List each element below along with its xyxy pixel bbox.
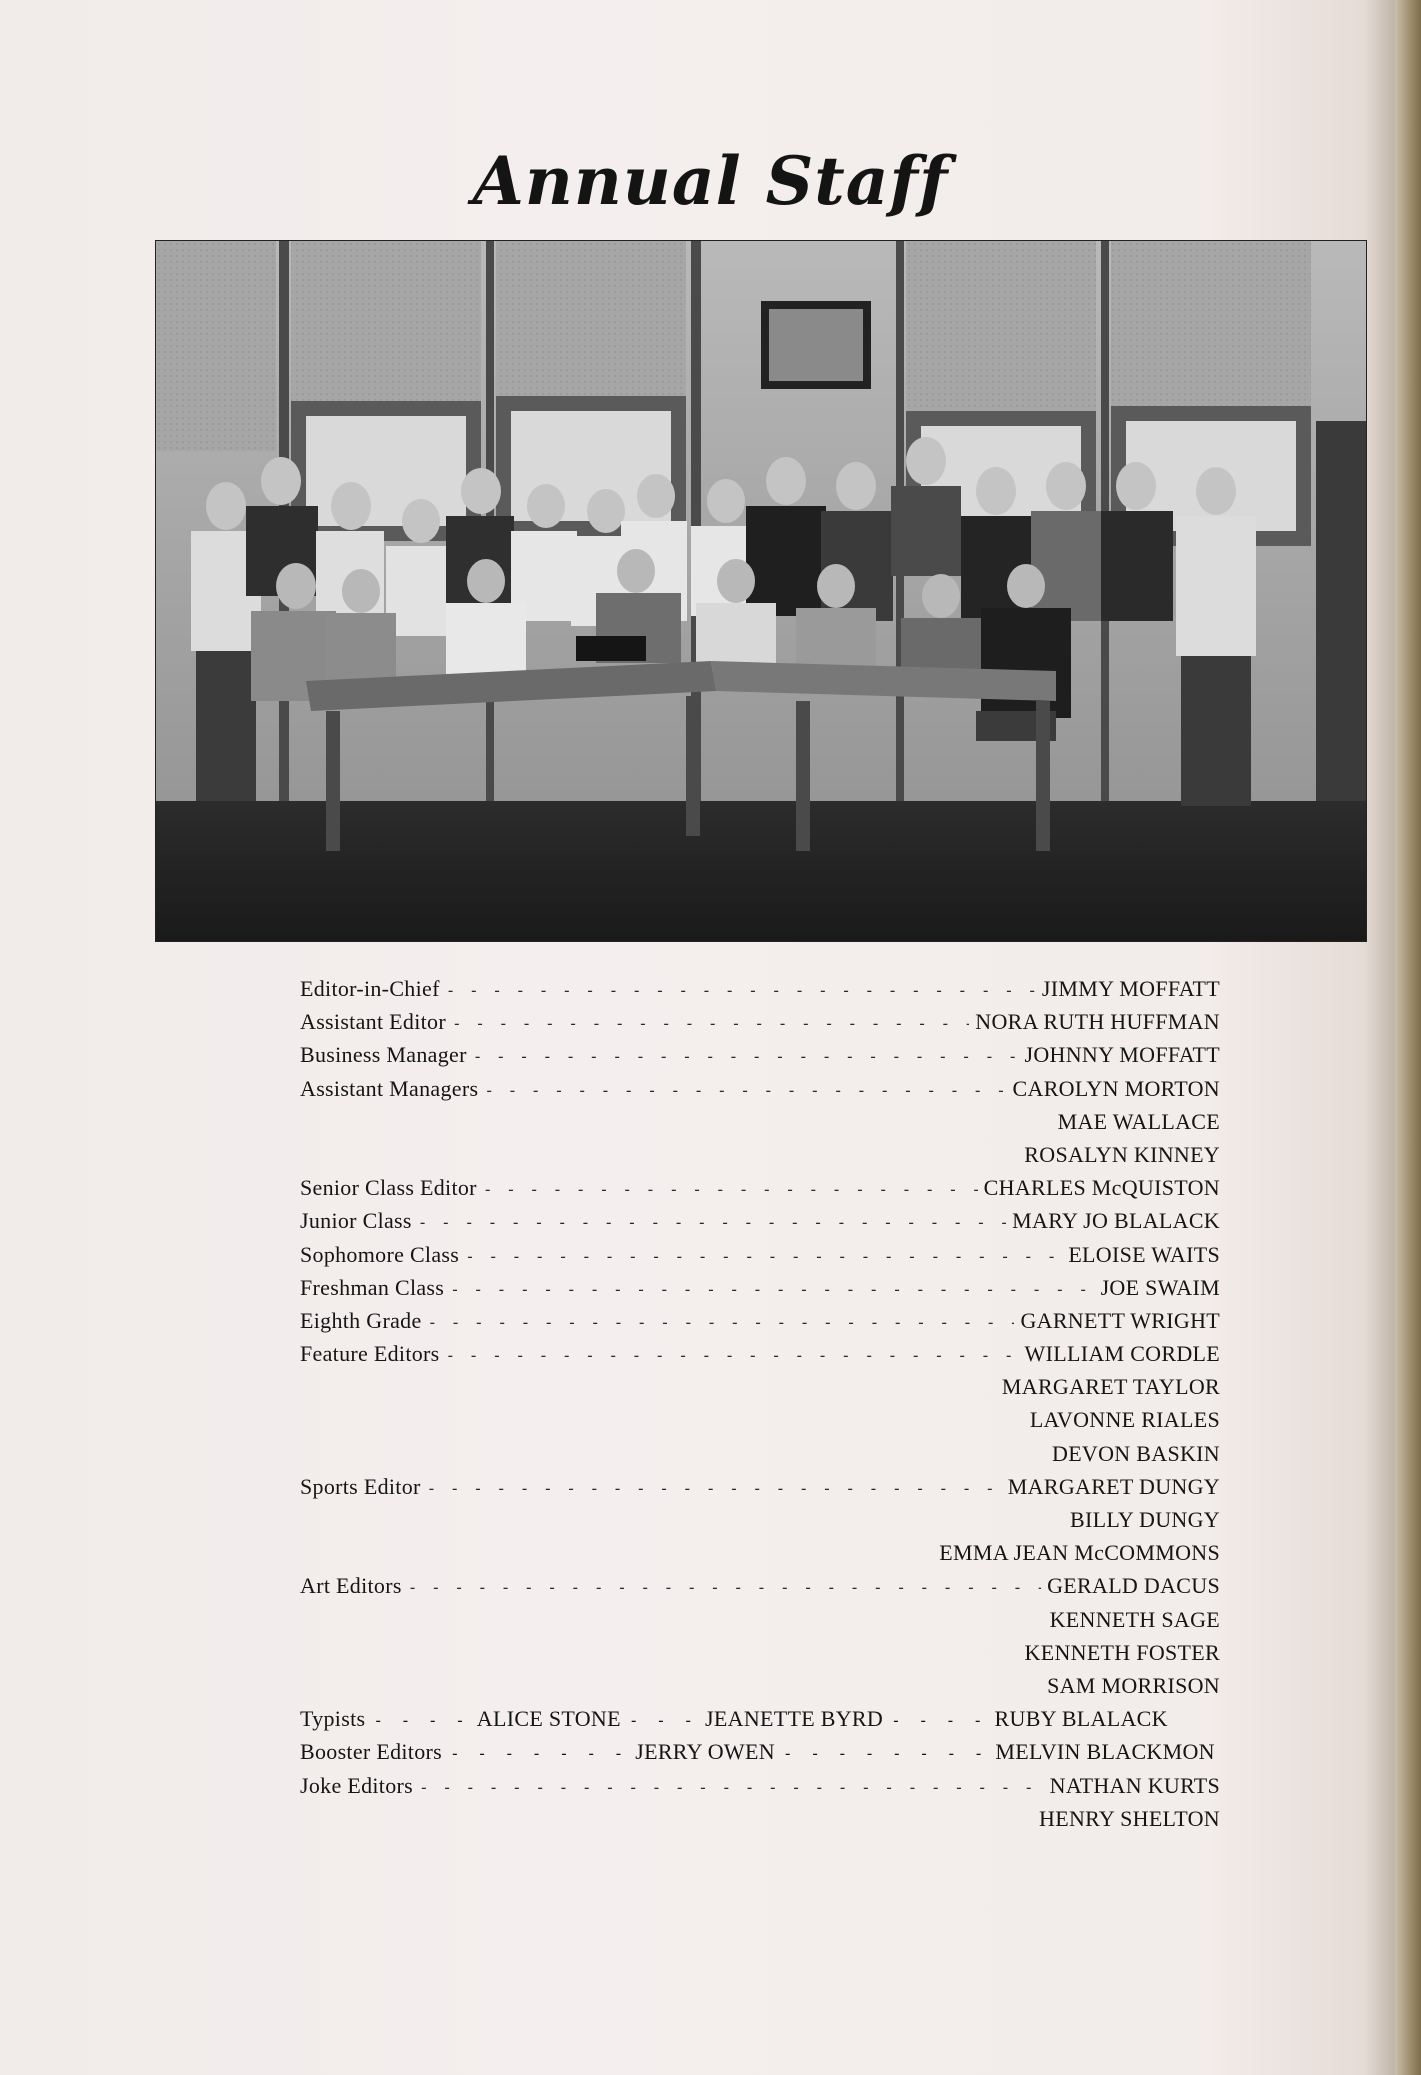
staff-name: KENNETH FOSTER xyxy=(1024,1639,1220,1665)
staff-name: ALICE STONE xyxy=(476,1706,621,1732)
staff-row xyxy=(300,1370,1220,1403)
role-label: Freshman Class xyxy=(300,1274,445,1300)
staff-row xyxy=(300,1304,1220,1337)
typists-row: Typists - - - - ALICE STONE - - - JEANETTE BYRD - - - - RUBY BLALACK xyxy=(300,1702,1220,1735)
group-photo xyxy=(155,240,1367,942)
staff-name: RUBY BLALACK xyxy=(994,1706,1168,1732)
staff-name: ROSALYN KINNEY xyxy=(1024,1141,1220,1167)
staff-row xyxy=(300,1337,1220,1370)
staff-name: JOE SWAIM xyxy=(1100,1274,1220,1300)
staff-row xyxy=(300,1138,1220,1171)
staff-name: BILLY DUNGY xyxy=(1070,1507,1220,1532)
staff-name: GARNETT WRIGHT xyxy=(1020,1307,1220,1333)
staff-name: JEANETTE BYRD xyxy=(705,1706,884,1732)
staff-row xyxy=(300,1437,1220,1470)
role-label: Senior Class Editor xyxy=(300,1175,477,1201)
staff-name: LAVONNE RIALES xyxy=(1029,1407,1220,1433)
staff-name: DEVON BASKIN xyxy=(1052,1440,1220,1466)
staff-name: NATHAN KURTS xyxy=(1049,1772,1220,1798)
staff-name: NORA RUTH HUFFMAN xyxy=(975,1009,1220,1035)
role-label: Feature Editors xyxy=(300,1341,440,1367)
role-label: Joke Editors xyxy=(300,1772,413,1798)
staff-row xyxy=(300,1038,1220,1071)
staff-row xyxy=(300,1569,1220,1602)
staff-name: SAM MORRISON xyxy=(1047,1672,1220,1698)
staff-row xyxy=(300,1403,1220,1436)
role-label: Business Manager xyxy=(300,1042,467,1068)
staff-row xyxy=(300,1105,1220,1138)
staff-row xyxy=(300,1603,1220,1636)
staff-row xyxy=(300,1204,1220,1237)
staff-row xyxy=(300,1503,1220,1536)
staff-row xyxy=(300,1005,1220,1038)
group-photo-icon xyxy=(156,241,1366,941)
role-label: Booster Editors xyxy=(300,1739,442,1765)
staff-name: ELOISE WAITS xyxy=(1068,1241,1220,1267)
staff-row xyxy=(300,1238,1220,1271)
page-title: Annual Staff xyxy=(472,142,949,220)
staff-name: MELVIN BLACKMON xyxy=(995,1739,1215,1765)
staff-name: EMMA JEAN McCOMMONS xyxy=(939,1540,1220,1566)
role-label: Junior Class xyxy=(300,1208,412,1234)
staff-row xyxy=(300,1271,1220,1304)
role-label: Typists xyxy=(300,1706,366,1732)
role-label: Assistant Editor xyxy=(300,1009,446,1035)
staff-name: MARY JO BLALACK xyxy=(1012,1208,1220,1234)
staff-name: JERRY OWEN xyxy=(635,1739,775,1765)
booster-editors-row: Booster Editors - - - - - - - JERRY OWEN - - - - - - - - MELVIN BLACKMON xyxy=(300,1735,1220,1768)
staff-name: MARGARET DUNGY xyxy=(1007,1473,1220,1499)
staff-roster xyxy=(300,972,1220,1835)
staff-name: MARGARET TAYLOR xyxy=(1001,1374,1220,1400)
joke-editors-row-2 xyxy=(300,1802,1220,1835)
role-label: Sports Editor xyxy=(300,1473,421,1499)
role-label: Sophomore Class xyxy=(300,1241,460,1267)
staff-name: WILLIAM CORDLE xyxy=(1024,1341,1220,1367)
staff-row xyxy=(300,1470,1220,1503)
staff-row xyxy=(300,1171,1220,1204)
staff-name: CHARLES McQUISTON xyxy=(983,1175,1220,1201)
joke-editors-row xyxy=(300,1769,1220,1802)
staff-row xyxy=(300,972,1220,1005)
staff-name: JIMMY MOFFATT xyxy=(1041,976,1220,1001)
staff-name: MAE WALLACE xyxy=(1057,1108,1220,1134)
staff-name: KENNETH SAGE xyxy=(1049,1606,1220,1632)
staff-name: GERALD DACUS xyxy=(1047,1573,1220,1599)
staff-row xyxy=(300,1669,1220,1702)
staff-row xyxy=(300,1536,1220,1569)
staff-name: HENRY SHELTON xyxy=(1039,1805,1220,1831)
page-spine xyxy=(1395,0,1421,2075)
role-label: Editor-in-Chief xyxy=(300,976,440,1001)
staff-name: JOHNNY MOFFATT xyxy=(1024,1042,1220,1068)
role-label: Eighth Grade xyxy=(300,1307,422,1333)
staff-name: CAROLYN MORTON xyxy=(1012,1075,1220,1101)
staff-row xyxy=(300,1636,1220,1669)
role-label: Art Editors xyxy=(300,1573,402,1599)
staff-row xyxy=(300,1072,1220,1105)
role-label: Assistant Managers xyxy=(300,1075,479,1101)
